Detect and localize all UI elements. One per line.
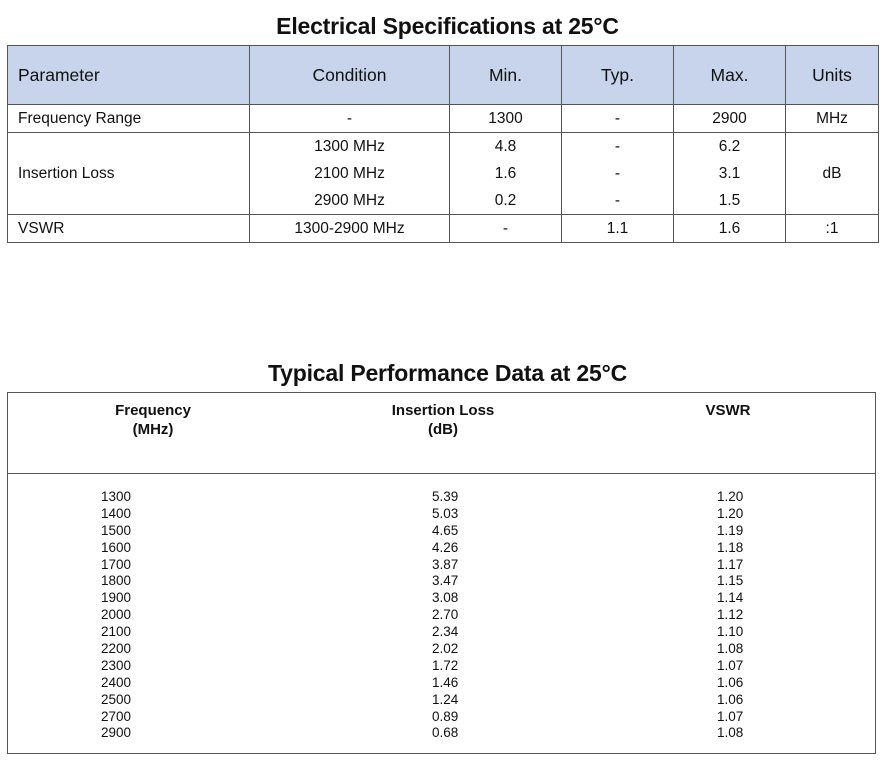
cell-typ: - bbox=[562, 187, 674, 215]
frequency-cell: 2200 bbox=[101, 641, 132, 657]
vswr-cell: 1.15 bbox=[717, 573, 744, 589]
table-row bbox=[8, 105, 879, 133]
vswr-column bbox=[717, 489, 743, 742]
frequency-cell: 2500 bbox=[101, 691, 132, 707]
insertion-loss-cell: 5.39 bbox=[432, 489, 459, 504]
insertion-loss-cell: 2.02 bbox=[432, 641, 459, 657]
cell-condition: - bbox=[250, 105, 450, 133]
cell-max: 1.6 bbox=[674, 215, 786, 243]
insertion-loss-cell: 3.08 bbox=[432, 590, 459, 606]
cell-units: :1 bbox=[786, 215, 879, 243]
insertion-loss-cell: 0.68 bbox=[432, 725, 459, 741]
frequency-cell: 1500 bbox=[101, 522, 132, 538]
insertion-loss-cell: 5.03 bbox=[432, 505, 459, 521]
cell-min: - bbox=[450, 215, 562, 243]
header-insertion-loss-line1: Insertion Loss bbox=[391, 402, 495, 419]
cell-max: 1.5 bbox=[674, 187, 786, 215]
vswr-cell: 1.07 bbox=[717, 657, 744, 673]
cell-condition: 1300-2900 MHz bbox=[250, 215, 450, 243]
vswr-cell: 1.17 bbox=[717, 556, 744, 572]
cell-parameter: VSWR bbox=[8, 215, 250, 243]
header-frequency-line1: Frequency bbox=[115, 402, 191, 419]
frequency-cell: 1600 bbox=[101, 539, 132, 555]
insertion-loss-cell: 4.65 bbox=[432, 522, 459, 538]
vswr-cell: 1.08 bbox=[717, 641, 744, 657]
frequency-column bbox=[101, 489, 131, 742]
frequency-cell: 2100 bbox=[101, 624, 132, 640]
table-row bbox=[8, 215, 879, 243]
frequency-cell: 2300 bbox=[101, 657, 132, 673]
cell-min: 0.2 bbox=[450, 187, 562, 215]
cell-typ: - bbox=[562, 160, 674, 187]
frequency-cell: 1900 bbox=[101, 590, 132, 606]
cell-condition: 2900 MHz bbox=[250, 187, 450, 215]
vswr-cell: 1.12 bbox=[717, 607, 744, 623]
vswr-cell: 1.07 bbox=[717, 708, 744, 724]
frequency-cell: 2900 bbox=[101, 725, 132, 741]
insertion-loss-cell: 2.70 bbox=[432, 607, 459, 623]
perf-title: Typical Performance Data at 25°C bbox=[267, 360, 628, 386]
header-parameter: Parameter bbox=[8, 46, 250, 105]
cell-max: 2900 bbox=[674, 105, 786, 133]
cell-min: 1300 bbox=[450, 105, 562, 133]
frequency-cell: 2000 bbox=[101, 607, 132, 623]
insertion-loss-cell: 4.26 bbox=[432, 539, 459, 555]
cell-condition: 1300 MHz bbox=[250, 133, 450, 161]
header-min: Min. bbox=[450, 46, 562, 105]
cell-typ: 1.1 bbox=[562, 215, 674, 243]
frequency-cell: 1700 bbox=[101, 556, 132, 572]
spec-title: Electrical Specifications at 25°C bbox=[276, 13, 619, 39]
insertion-loss-cell: 1.46 bbox=[432, 674, 459, 690]
insertion-loss-cell: 0.89 bbox=[432, 708, 459, 724]
vswr-cell: 1.14 bbox=[717, 590, 744, 606]
frequency-cell: 2400 bbox=[101, 674, 132, 690]
header-frequency bbox=[93, 401, 213, 439]
frequency-cell: 2700 bbox=[101, 708, 132, 724]
insertion-loss-cell: 2.34 bbox=[432, 624, 459, 640]
electrical-spec-table bbox=[7, 45, 879, 243]
vswr-cell: 1.19 bbox=[717, 522, 744, 538]
cell-min: 1.6 bbox=[450, 160, 562, 187]
insertion-loss-cell: 1.72 bbox=[432, 657, 459, 673]
cell-units: MHz bbox=[786, 105, 879, 133]
performance-data-table bbox=[7, 392, 876, 754]
header-vswr-line1: VSWR bbox=[705, 402, 751, 419]
insertion-loss-cell: 1.24 bbox=[432, 691, 459, 707]
insertion-loss-cell: 3.87 bbox=[432, 556, 459, 572]
header-condition: Condition bbox=[250, 46, 450, 105]
header-frequency-line2: (MHz) bbox=[132, 421, 174, 438]
header-insertion-loss bbox=[368, 401, 518, 439]
vswr-cell: 1.10 bbox=[717, 624, 744, 640]
cell-parameter: Frequency Range bbox=[8, 105, 250, 133]
frequency-cell: 1300 bbox=[101, 489, 132, 504]
vswr-cell: 1.20 bbox=[717, 505, 744, 521]
vswr-cell: 1.08 bbox=[717, 725, 744, 741]
cell-typ: - bbox=[562, 133, 674, 161]
header-insertion-loss-line2: (dB) bbox=[428, 421, 458, 438]
vswr-cell: 1.20 bbox=[717, 489, 744, 504]
vswr-cell: 1.06 bbox=[717, 674, 744, 690]
header-vswr bbox=[688, 401, 768, 420]
header-units: Units bbox=[786, 46, 879, 105]
cell-max: 6.2 bbox=[674, 133, 786, 161]
cell-typ: - bbox=[562, 105, 674, 133]
header-typ: Typ. bbox=[562, 46, 674, 105]
insertion-loss-column bbox=[432, 489, 458, 742]
cell-max: 3.1 bbox=[674, 160, 786, 187]
vswr-cell: 1.18 bbox=[717, 539, 744, 555]
cell-min: 4.8 bbox=[450, 133, 562, 161]
vswr-cell: 1.06 bbox=[717, 691, 744, 707]
cell-parameter: Insertion Loss bbox=[8, 133, 250, 215]
header-max: Max. bbox=[674, 46, 786, 105]
cell-units: dB bbox=[786, 133, 879, 215]
frequency-cell: 1400 bbox=[101, 505, 132, 521]
insertion-loss-cell: 3.47 bbox=[432, 573, 459, 589]
cell-condition: 2100 MHz bbox=[250, 160, 450, 187]
spec-header-row bbox=[8, 46, 879, 105]
frequency-cell: 1800 bbox=[101, 573, 132, 589]
table-row bbox=[8, 133, 879, 161]
perf-header bbox=[8, 393, 875, 474]
